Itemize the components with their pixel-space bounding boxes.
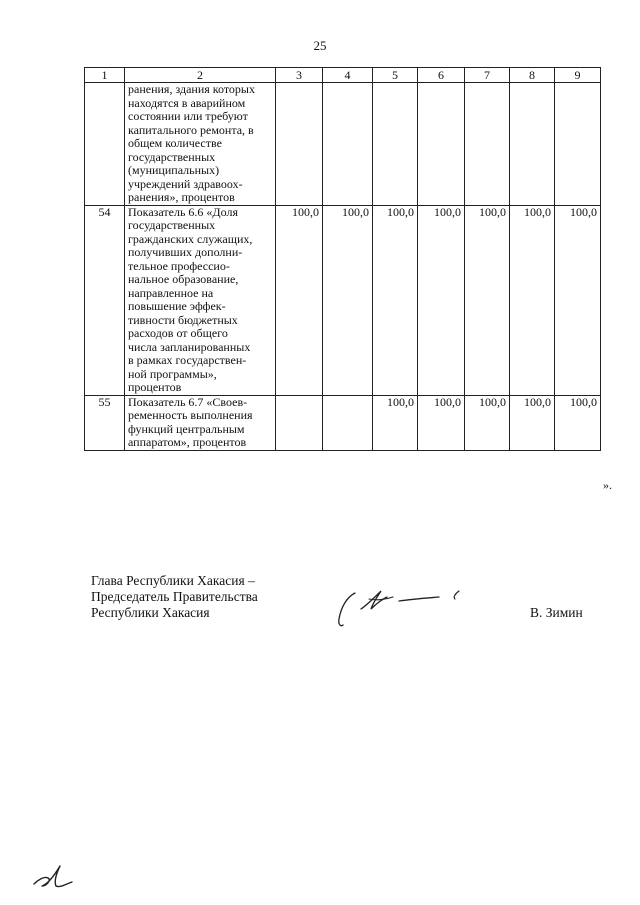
row-number (85, 83, 125, 206)
description-line: тельное профессио- (128, 258, 230, 273)
table-row (85, 205, 601, 395)
column-header: 2 (125, 68, 276, 83)
value-cell (465, 83, 510, 206)
value-cell: 100,0 (418, 205, 465, 395)
value-cell (323, 395, 373, 450)
row-description (125, 395, 276, 450)
column-header: 4 (323, 68, 373, 83)
value-cell (276, 395, 323, 450)
description-line: направленное на (128, 285, 214, 300)
description-line: Показатель 6.7 «Своев- (128, 394, 248, 409)
signatory-title-line: Глава Республики Хакасия – (91, 573, 255, 588)
value-cell (323, 83, 373, 206)
signatory-title-line: Республики Хакасия (91, 605, 210, 620)
value-cell (510, 83, 555, 206)
column-header: 7 (465, 68, 510, 83)
description-line: в рамках государствен- (128, 353, 247, 367)
description-line: состоянии или требуют (128, 109, 248, 123)
value-cell: 100,0 (323, 205, 373, 395)
table-row (85, 83, 601, 206)
value-cell (276, 83, 323, 206)
table-row (85, 395, 601, 450)
value-cell: 100,0 (510, 205, 555, 395)
value-cell (555, 83, 601, 206)
description-line: тивности бюджетных (128, 312, 238, 327)
description-line: ранения, здания которых (128, 82, 255, 96)
description-line: находятся в аварийном (128, 95, 246, 110)
row-description (125, 205, 276, 395)
description-line: ранения», процентов (128, 190, 235, 204)
description-line: Показатель 6.6 «Доля (128, 204, 238, 219)
description-line: учреждений здравоох- (128, 176, 243, 191)
value-cell: 100,0 (510, 395, 555, 450)
row-number: 54 (85, 205, 125, 395)
description-line: (муниципальных) (128, 163, 220, 177)
description-line: нальное образование, (128, 272, 239, 286)
value-cell: 100,0 (373, 205, 418, 395)
description-line: государственных (128, 149, 216, 164)
value-cell (373, 83, 418, 206)
description-line: ременность выполнения (128, 408, 253, 422)
description-line: расходов от общего (128, 326, 228, 340)
column-header: 1 (85, 68, 125, 83)
description-line: функций центральным (128, 421, 245, 436)
description-line: процентов (128, 380, 182, 394)
value-cell: 100,0 (465, 205, 510, 395)
description-line: получивших дополни- (128, 245, 243, 259)
description-line: гражданских служащих, (128, 231, 253, 246)
column-header: 5 (373, 68, 418, 83)
column-header: 3 (276, 68, 323, 83)
signatory-name: В. Зимин (530, 605, 583, 620)
description-line: государственных (128, 218, 216, 232)
value-cell (418, 83, 465, 206)
description-line: числа запланированных (128, 339, 251, 354)
indicators-table (84, 67, 601, 451)
description-line: ной программы», (128, 366, 217, 381)
value-cell: 100,0 (555, 395, 601, 450)
closing-quote: ». (603, 478, 612, 492)
row-number: 55 (85, 395, 125, 450)
handwritten-initial (30, 862, 76, 897)
row-description (125, 83, 276, 206)
value-cell: 100,0 (373, 395, 418, 450)
value-cell: 100,0 (418, 395, 465, 450)
value-cell: 100,0 (555, 205, 601, 395)
column-header: 6 (418, 68, 465, 83)
table-header-row (85, 68, 601, 83)
handwritten-signature (333, 585, 473, 636)
description-line: повышение эффек- (128, 299, 226, 313)
value-cell: 100,0 (276, 205, 323, 395)
description-line: общем количестве (128, 136, 222, 150)
column-header: 9 (555, 68, 601, 83)
value-cell: 100,0 (465, 395, 510, 450)
description-line: капитального ремонта, в (128, 122, 254, 137)
signatory-title-line: Председатель Правительства (91, 589, 258, 604)
column-header: 8 (510, 68, 555, 83)
description-line: аппаратом», процентов (128, 435, 247, 449)
page-number: 25 (313, 38, 327, 53)
signatory-title (91, 573, 258, 621)
